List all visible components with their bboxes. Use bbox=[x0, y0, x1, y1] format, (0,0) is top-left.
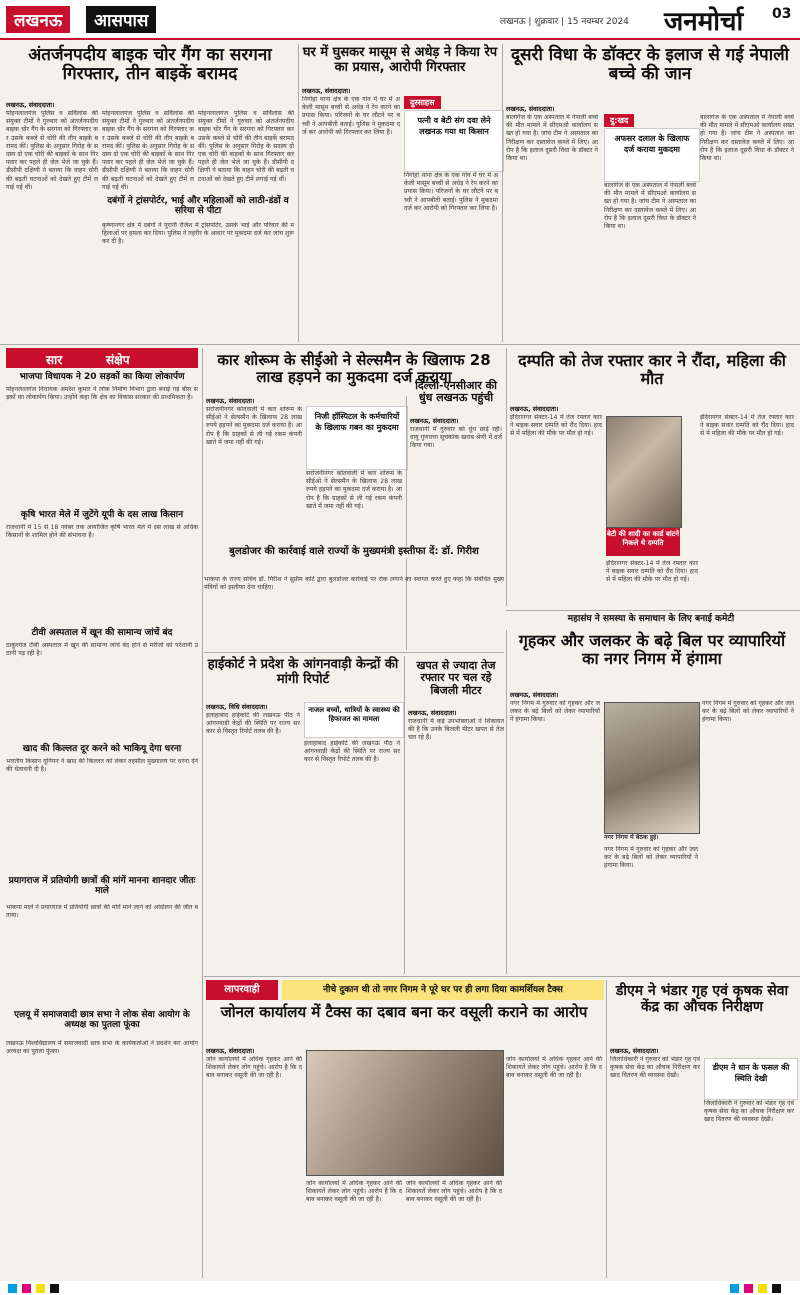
brand-logo: जनमोर्चा bbox=[664, 7, 744, 37]
anganwadi-body-2: इलाहाबाद हाईकोर्ट की लखनऊ पीठ ने आंगनवाड़ी केंद्रों की स्थिति पर राज्य सरकार से विस्तृत रिपोर्ट तलब की है। bbox=[304, 740, 400, 764]
anganwadi-body: इलाहाबाद हाईकोर्ट की लखनऊ पीठ ने आंगनवाड़ी केंद्रों की स्थिति पर राज्य सरकार से विस्तृत रिपोर्ट तलब की है। bbox=[206, 712, 300, 736]
headline-nepali: दूसरी विधा के डॉक्टर के इलाज से गई नेपाली बच्चे की जान bbox=[510, 45, 790, 85]
bike-gang-body: मोहनलालगंज पुलिस व सर्विलांस की संयुक्त टीमों ने गुरुवार को अंतर्जनपदीय बाइक चोर गैंग के सरगना को गिरफ्तार कर उसके कब्जे से चोरी की तीन बाइकें बरामद कीं। पुलिस के अनुसार गिरोह के सदस्य दो एक चोरी की बाइकों के साथ गिरफ्तार कर पहले ही जेल भेजे जा चुके हैं। डीसीपी दक्षिणी ने बताया कि वाहन चोरी की बढ़ती घटनाओं को देखते हुए टीमें लगाई गई थीं। bbox=[6, 110, 98, 191]
dateline: लखनऊ, संवाददाता। bbox=[408, 709, 457, 717]
headline-bulldozer: बुलडोजर की कार्रवाई वाले राज्यों के मुख्यमंत्री इस्तीफा दें: डॉ. गिरीश bbox=[204, 546, 504, 558]
divider bbox=[202, 348, 203, 1278]
headline-couple: दम्पति को तेज रफ्तार कार ने रौंदा, महिला की मौत bbox=[518, 351, 786, 388]
divider bbox=[502, 44, 503, 342]
divider bbox=[204, 976, 800, 977]
brief-body-1: मोहनलालगंज विधायक अमरेश कुमार ने लोक निर्माण विभाग द्वारा बनाई गई बीस सड़कों का लोकार्पण किया। उन्होंने कहा कि क्षेत्र का विकास सरकार की प्राथमिकता है। bbox=[6, 386, 198, 402]
brief-body-3: ठाकुरगंज टीबी अस्पताल में खून की सामान्य जांचें बंद होने से मरीजों को परेशानी उठानी पड़ रही है। bbox=[6, 642, 198, 658]
dateline: लखनऊ, विधि संवाददाता। bbox=[206, 703, 268, 711]
meter-body: राजधानी में कई उपभोक्ताओं ने शिकायत की है कि उनके बिजली मीटर खपत से तेज चल रहे हैं। bbox=[408, 718, 504, 742]
black-mark-icon bbox=[772, 1284, 781, 1293]
cyan-mark-icon bbox=[730, 1284, 739, 1293]
registration-strip bbox=[0, 1281, 800, 1295]
headline-kidnap: घर में घुसकर मासूम से अधेड़ ने किया रेप का प्रयास, आरोपी गिरफ्तार bbox=[302, 45, 498, 75]
gruhkar-body-3: नगर निगम में गुरुवार को गृहकर और जलकर के बढ़े बिलों को लेकर व्यापारियों ने हंगामा किया। bbox=[702, 700, 794, 724]
brief-title-3: टीवी अस्पताल में खून की सामान्य जांचें बंद bbox=[31, 628, 173, 638]
gruhkar-body-2: नगर निगम में गुरुवार को गृहकर और जलकर के बढ़े बिलों को लेकर व्यापारियों ने हंगामा किया। bbox=[604, 846, 698, 870]
gruhkar-body: नगर निगम में गुरुवार को गृहकर और जलकर के बढ़े बिलों को लेकर व्यापारियों ने हंगामा किया। bbox=[510, 700, 600, 724]
headline-zonal: जोनल कार्यालय में टैक्स का दबाव बना कर वसूली कराने का आरोप bbox=[220, 1003, 588, 1021]
headline-bike-gang: अंतर्जनपदीय बाइक चोर गैंग का सरगना गिरफ्तार, तीन बाइकें बरामद bbox=[28, 45, 272, 85]
zonal-body: जोन कार्यालयों में अधिक गृहकर आने की शिकायतें लेकर लोग पहुंचे। आरोप है कि दबाव बनाकर वसूली की जा रही है। bbox=[206, 1056, 302, 1080]
nepali-body-2: बालागंज के एक अस्पताल में नेपाली बच्चे की मौत मामले में सीएमओ कार्यालय सख्त हो गया है। जांच टीम ने अस्पताल का निरीक्षण कर दस्तावेज कब्जे में लिए। आरोप है कि इलाज दूसरी विधा के डॉक्टर ने किया था। bbox=[604, 182, 696, 231]
magenta-mark-icon bbox=[22, 1284, 31, 1293]
headline-gruhkar: गृहकर और जलकर के बढ़े बिल पर व्यापारियों का नगर निगम में हंगामा bbox=[518, 631, 786, 668]
brief-body-5: भाकपा माले ने प्रयागराज में प्रतियोगी छात्रों की मांगें माने जाने को आंदोलन की जीत बताया। bbox=[6, 904, 198, 920]
headline-samvad: महासंघ ने समस्या के समाधान के लिए बनाई कमेटी bbox=[567, 614, 735, 624]
page-number: 03 bbox=[772, 6, 792, 22]
quote-hospital: निजी हॉस्पिटल के कर्मचारियों के खिलाफ गबन का मुकदमा bbox=[306, 406, 408, 470]
tag-laparvahi: लापरवाही bbox=[206, 980, 278, 1000]
headline-anganwadi: हाईकोर्ट ने प्रदेश के आंगनवाड़ी केन्द्रों की मांगी रिपोर्ट bbox=[207, 657, 399, 687]
divider bbox=[404, 656, 405, 974]
couple-caption: बेटी की शादी का कार्ड बांटने निकले थे दम्पति bbox=[606, 528, 680, 556]
headline-delhi: दिल्ली-एनसीआर की धुंध लखनऊ पहुंची bbox=[415, 379, 497, 405]
quote-kidnap: पत्नी व बेटी संग दवा लेने लखनऊ गया था किसान bbox=[404, 110, 504, 172]
divider bbox=[606, 980, 607, 1278]
brief-body-2: राजधानी में 15 से 18 नवंबर तक आयोजित कृषि भारत मेले में दस लाख से अधिक किसानों के शामिल होने की संभावना है। bbox=[6, 524, 198, 540]
black-mark-icon bbox=[50, 1284, 59, 1293]
divider bbox=[0, 344, 800, 345]
bike-gang-body-2: मोहनलालगंज पुलिस व सर्विलांस की संयुक्त टीमों ने गुरुवार को अंतर्जनपदीय बाइक चोर गैंग के सरगना को गिरफ्तार कर उसके कब्जे से चोरी की तीन बाइकें बरामद कीं। पुलिस के अनुसार गिरोह के सदस्य दो एक चोरी की बाइकों के साथ गिरफ्तार कर पहले ही जेल भेजे जा चुके हैं। डीसीपी दक्षिणी ने बताया कि वाहन चोरी की बढ़ती घटनाओं को देखते हुए टीमें लगाई गई थीं। bbox=[102, 110, 194, 191]
quote-nepali: अफसर दलाल के खिलाफ दर्ज कराया मुकदमा bbox=[604, 128, 700, 182]
cyan-mark-icon bbox=[8, 1284, 17, 1293]
divider bbox=[506, 610, 800, 611]
dm-body: जिलाधिकारी ने गुरुवार को भंडार गृह एवं कृषक सेवा केंद्र का औचक निरीक्षण कर खाद वितरण की व्यवस्था देखी। bbox=[610, 1056, 700, 1080]
headline-ceo: कार शोरूम के सीईओ ने सेल्समैन के खिलाफ 28 लाख हड़पने का मुकदमा दर्ज कराया bbox=[217, 351, 491, 386]
magenta-mark-icon bbox=[744, 1284, 753, 1293]
headline-wagon: दबंगों ने ट्रांसपोर्टर, भाई और महिलाओं को लाठी-डंडों व सरिया से पीटा bbox=[107, 196, 289, 217]
ceo-body-2: सरोजनीनगर कोतवाली में कार शोरूम के सीईओ ने सेल्समैन के खिलाफ 28 लाख रुपये हड़पने का मुकदमा दर्ज कराया है। आरोप है कि ग्राहकों से ली गई रकम कंपनी खाते में जमा नहीं की गई। bbox=[306, 470, 402, 510]
bike-gang-body-3: मोहनलालगंज पुलिस व सर्विलांस की संयुक्त टीमों ने गुरुवार को अंतर्जनपदीय बाइक चोर गैंग के सरगना को गिरफ्तार कर उसके कब्जे से चोरी की तीन बाइकें बरामद कीं। पुलिस के अनुसार गिरोह के सदस्य दो एक चोरी की बाइकों के साथ गिरफ्तार कर पहले ही जेल भेजे जा चुके हैं। डीसीपी दक्षिणी ने बताया कि वाहन चोरी की बढ़ती घटनाओं को देखते हुए टीमें लगाई गई थीं। bbox=[198, 110, 294, 183]
quote-anganwadi: नाजल बच्चों, धात्रियों के स्वास्थ्य की हिफाजत का मामला bbox=[304, 702, 404, 738]
brief-title-2: कृषि भारत मेले में जुटेंगे यूपी के दस लाख किसान bbox=[20, 510, 184, 520]
zonal-body-2: जोन कार्यालयों में अधिक गृहकर आने की शिकायतें लेकर लोग पहुंचे। आरोप है कि दबाव बनाकर वसूली की जा रही है। bbox=[306, 1180, 402, 1204]
dm-body-2: जिलाधिकारी ने गुरुवार को भंडार गृह एवं कृषक सेवा केंद्र का औचक निरीक्षण कर खाद वितरण की व्यवस्था देखी। bbox=[704, 1100, 794, 1124]
kidnap-body-2: निगोहां थाना क्षेत्र के एक गांव में घर में अकेली मासूम बच्ची से अधेड़ ने रेप करने का प्रयास किया। परिजनों के घर लौटने पर बच्ची ने आपबीती बताई। पुलिस ने मुकदमा दर्ज कर आरोपी को गिरफ्तार कर लिया है। bbox=[404, 172, 498, 212]
couple-body-3: इंदिरानगर सेक्टर-14 में तेज रफ्तार कार ने बाइक सवार दम्पति को रौंद दिया। हादसे में महिला की मौके पर मौत हो गई। bbox=[700, 414, 794, 438]
yellow-mark-icon bbox=[36, 1284, 45, 1293]
tag-dussahas: दुस्साहस bbox=[404, 96, 441, 109]
headline-dm: डीएम ने भंडार गृह एवं कृषक सेवा केंद्र का औचक निरीक्षण bbox=[615, 983, 789, 1015]
nepali-body: बालागंज के एक अस्पताल में नेपाली बच्चे की मौत मामले में सीएमओ कार्यालय सख्त हो गया है। जांच टीम ने अस्पताल का निरीक्षण कर दस्तावेज कब्जे में लिए। आरोप है कि इलाज दूसरी विधा के डॉक्टर ने किया था। bbox=[506, 114, 598, 163]
sar-label: सार bbox=[46, 353, 63, 367]
couple-photo bbox=[606, 416, 682, 528]
brief-title-4: खाद की किल्लत दूर करने को भाकियू देगा धरना bbox=[22, 744, 182, 754]
sankshep-label: संक्षेप bbox=[106, 353, 130, 367]
dateline: लखनऊ, संवाददाता। bbox=[410, 417, 459, 425]
dateline: लखनऊ, संवाददाता। bbox=[510, 691, 559, 699]
dateline: लखनऊ, संवाददाता। bbox=[506, 105, 555, 113]
divider bbox=[204, 652, 504, 653]
nepali-body-3: बालागंज के एक अस्पताल में नेपाली बच्चे की मौत मामले में सीएमओ कार्यालय सख्त हो गया है। जांच टीम ने अस्पताल का निरीक्षण कर दस्तावेज कब्जे में लिए। आरोप है कि इलाज दूसरी विधा के डॉक्टर ने किया था। bbox=[700, 114, 794, 163]
couple-body-2: इंदिरानगर सेक्टर-14 में तेज रफ्तार कार ने बाइक सवार दम्पति को रौंद दिया। हादसे में महिला की मौके पर मौत हो गई। bbox=[606, 560, 698, 584]
quote-dm: डीएम ने धान के फसल की स्थिति देखी bbox=[704, 1058, 798, 1100]
section-label-city: लखनऊ bbox=[6, 6, 70, 33]
zonal-body-4: जोन कार्यालयों में अधिक गृहकर आने की शिकायतें लेकर लोग पहुंचे। आरोप है कि दबाव बनाकर वसूली की जा रही है। bbox=[506, 1056, 602, 1080]
header-rule bbox=[0, 38, 800, 40]
divider bbox=[298, 44, 299, 342]
wagon-body: कृष्णानगर क्षेत्र में दबंगों ने पुरानी रंजिश में ट्रांसपोर्टर, उसके भाई और परिवार की महिलाओं पर हमला कर दिया। पुलिस ने तहरीर के आधार पर मुकदमा दर्ज कर जांच शुरू कर दी है। bbox=[102, 222, 294, 246]
dateline: लखनऊ, संवाददाता। bbox=[610, 1047, 659, 1055]
dateline: लखनऊ, संवाददाता। bbox=[206, 397, 255, 405]
couple-body: इंदिरानगर सेक्टर-14 में तेज रफ्तार कार ने बाइक सवार दम्पति को रौंद दिया। हादसे में महिला की मौके पर मौत हो गई। bbox=[510, 414, 602, 438]
divider bbox=[506, 348, 507, 606]
headline-meter: खपत से ज्यादा तेज रफ्तार पर चल रहे बिजली मीटर bbox=[416, 659, 496, 697]
kidnap-body: निगोहां थाना क्षेत्र के एक गांव में घर में अकेली मासूम बच्ची से अधेड़ ने रेप करने का प्रयास किया। परिजनों के घर लौटने पर बच्ची ने आपबीती बताई। पुलिस ने मुकदमा दर्ज कर आरोपी को गिरफ्तार कर लिया है। bbox=[302, 96, 400, 136]
yellow-mark-icon bbox=[758, 1284, 767, 1293]
page-header bbox=[0, 0, 800, 38]
divider bbox=[506, 630, 507, 974]
brief-title-6: एलयू में समाजवादी छात्र सभा ने लोक सेवा आयोग के अध्यक्ष का पुतला फूंका bbox=[14, 1010, 190, 1031]
bulldozer-body: भाकपा के राज्य सचिव डॉ. गिरीश ने सुप्रीम कोर्ट द्वारा बुलडोजर कार्रवाई पर रोक लगाने का स्वागत करते हुए कहा कि संबंधित मुख्यमंत्रियों को इस्तीफा देना चाहिए। bbox=[204, 576, 504, 592]
zonal-body-3: जोन कार्यालयों में अधिक गृहकर आने की शिकायतें लेकर लोग पहुंचे। आरोप है कि दबाव बनाकर वसूली की जा रही है। bbox=[406, 1180, 502, 1204]
delhi-body: राजधानी में गुरुवार को धुंध छाई रही। वायु गुणवत्ता सूचकांक खराब श्रेणी में दर्ज किया गया। bbox=[410, 426, 502, 450]
dateline: लखनऊ, संवाददाता। bbox=[206, 1047, 255, 1055]
dateline: लखनऊ, संवाददाता। bbox=[302, 87, 351, 95]
ribbon-headline: नीचे दुकान थी तो नगर निगम ने पूरे घर पर ही लगा दिया कामर्शियल टैक्स bbox=[282, 980, 604, 1000]
gruhkar-photo bbox=[604, 702, 700, 834]
dateline: लखनऊ, संवाददाता। bbox=[6, 101, 55, 109]
brief-body-4: भारतीय किसान यूनियन ने खाद की किल्लत को लेकर तहसील मुख्यालय पर धरना देने की चेतावनी दी है। bbox=[6, 758, 198, 774]
zonal-photo bbox=[306, 1050, 504, 1176]
gruhkar-photo-caption: नगर निगम में बैठक हुई। bbox=[604, 834, 659, 841]
sar-band bbox=[6, 348, 198, 368]
tag-dukhad: दु:खद bbox=[604, 114, 634, 127]
date-line: लखनऊ | शुक्रवार | 15 नवम्बर 2024 bbox=[500, 17, 629, 27]
brief-body-6: लखनऊ विश्वविद्यालय में समाजवादी छात्र सभा के कार्यकर्ताओं ने प्रदर्शन कर आयोग अध्यक्ष का पुतला फूंका। bbox=[6, 1040, 198, 1056]
ceo-body: सरोजनीनगर कोतवाली में कार शोरूम के सीईओ ने सेल्समैन के खिलाफ 28 लाख रुपये हड़पने का मुकदमा दर्ज कराया है। आरोप है कि ग्राहकों से ली गई रकम कंपनी खाते में जमा नहीं की गई। bbox=[206, 406, 302, 446]
brief-title-5: प्रयागराज में प्रतियोगी छात्रों की मांगें मानना शानदार जीतः माले bbox=[8, 876, 196, 897]
brief-title-1: भाजपा विधायक ने 20 सड़कों का किया लोकार्पण bbox=[19, 372, 185, 382]
section-label-around: आसपास bbox=[86, 6, 156, 33]
dateline: लखनऊ, संवाददाता। bbox=[510, 405, 559, 413]
